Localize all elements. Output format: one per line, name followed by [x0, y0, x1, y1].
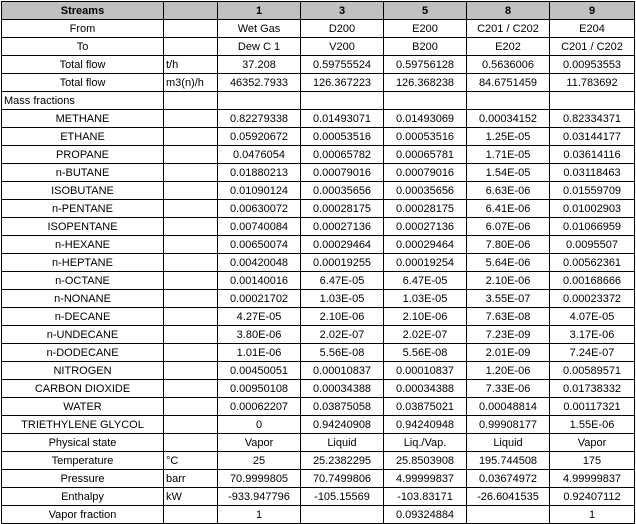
- value-cell: 1.55E-06: [550, 416, 635, 434]
- row-label: To: [2, 38, 164, 56]
- empty-cell: [467, 92, 550, 110]
- row-label: Enthalpy: [2, 488, 164, 506]
- value-cell: 2.01E-09: [467, 344, 550, 362]
- mass-fractions-row: [2, 92, 635, 110]
- value-cell: 0.00019254: [384, 254, 467, 272]
- value-cell: 0.00034388: [384, 380, 467, 398]
- header-title: Streams: [2, 2, 164, 20]
- row-label: n-BUTANE: [2, 164, 164, 182]
- value-cell: 2.10E-06: [467, 272, 550, 290]
- property-row: [2, 488, 635, 506]
- component-row: [2, 272, 635, 290]
- value-cell: 2.02E-07: [384, 326, 467, 344]
- empty-cell: [301, 92, 384, 110]
- value-cell: 0.00079016: [301, 164, 384, 182]
- component-row: [2, 110, 635, 128]
- value-cell: 0.59755524: [301, 56, 384, 74]
- empty-cell: [218, 92, 301, 110]
- row-unit: [164, 272, 218, 290]
- value-cell: 0.00450051: [218, 362, 301, 380]
- row-unit: [164, 434, 218, 452]
- row-label: n-HEPTANE: [2, 254, 164, 272]
- component-row: [2, 164, 635, 182]
- value-cell: 6.07E-06: [467, 218, 550, 236]
- component-row: [2, 218, 635, 236]
- value-cell: 0.92407112: [550, 488, 635, 506]
- property-row: [2, 470, 635, 488]
- value-cell: 0.01066959: [550, 218, 635, 236]
- value-cell: 0.00021702: [218, 290, 301, 308]
- row-label: ISOBUTANE: [2, 182, 164, 200]
- flow-row: [2, 74, 635, 92]
- value-cell: 0.00953553: [550, 56, 635, 74]
- value-cell: 0.01002903: [550, 200, 635, 218]
- value-cell: 0.00034152: [467, 110, 550, 128]
- value-cell: 70.9999805: [218, 470, 301, 488]
- row-label: Pressure: [2, 470, 164, 488]
- value-cell: 0.01738332: [550, 380, 635, 398]
- stream-table: [1, 1, 635, 524]
- component-row: [2, 182, 635, 200]
- value-cell: 5.64E-06: [467, 254, 550, 272]
- row-unit: [164, 146, 218, 164]
- value-cell: 0.03875058: [301, 398, 384, 416]
- row-unit: [164, 236, 218, 254]
- value-cell: 0.01559709: [550, 182, 635, 200]
- component-row: [2, 200, 635, 218]
- value-cell: 1.03E-05: [384, 290, 467, 308]
- row-unit: [164, 326, 218, 344]
- value-cell: [301, 506, 384, 524]
- value-cell: 1.71E-05: [467, 146, 550, 164]
- value-cell: 0.00589571: [550, 362, 635, 380]
- value-cell: 1.54E-05: [467, 164, 550, 182]
- row-unit: [164, 290, 218, 308]
- value-cell: C201 / C202: [550, 38, 635, 56]
- row-label: n-HEXANE: [2, 236, 164, 254]
- component-row: [2, 380, 635, 398]
- row-label: METHANE: [2, 110, 164, 128]
- component-row: [2, 128, 635, 146]
- value-cell: B200: [384, 38, 467, 56]
- component-row: [2, 236, 635, 254]
- value-cell: 195.744508: [467, 452, 550, 470]
- row-unit: [164, 380, 218, 398]
- value-cell: 0.01880213: [218, 164, 301, 182]
- value-cell: 1.20E-06: [467, 362, 550, 380]
- row-label: WATER: [2, 398, 164, 416]
- property-row: [2, 452, 635, 470]
- flow-row: [2, 56, 635, 74]
- header-row: [2, 2, 635, 20]
- row-label: TRIETHYLENE GLYCOL: [2, 416, 164, 434]
- value-cell: 0.00740084: [218, 218, 301, 236]
- value-cell: 126.367223: [301, 74, 384, 92]
- value-cell: 0.00062207: [218, 398, 301, 416]
- value-cell: 0.0095507: [550, 236, 635, 254]
- value-cell: D200: [301, 20, 384, 38]
- value-cell: 7.24E-07: [550, 344, 635, 362]
- value-cell: -933.947796: [218, 488, 301, 506]
- row-label: n-PENTANE: [2, 200, 164, 218]
- row-unit: [164, 398, 218, 416]
- value-cell: 0.00065782: [301, 146, 384, 164]
- value-cell: 7.33E-06: [467, 380, 550, 398]
- component-row: [2, 290, 635, 308]
- row-label: From: [2, 20, 164, 38]
- stream-number-5: 5: [384, 2, 467, 20]
- header-unit-blank: [164, 2, 218, 20]
- value-cell: 4.07E-05: [550, 308, 635, 326]
- value-cell: 0.01493071: [301, 110, 384, 128]
- empty-cell: [164, 92, 218, 110]
- value-cell: 4.27E-05: [218, 308, 301, 326]
- value-cell: E202: [467, 38, 550, 56]
- value-cell: 1.01E-06: [218, 344, 301, 362]
- row-label: n-UNDECANE: [2, 326, 164, 344]
- row-unit: [164, 254, 218, 272]
- value-cell: 7.23E-09: [467, 326, 550, 344]
- component-row: [2, 416, 635, 434]
- value-cell: V200: [301, 38, 384, 56]
- value-cell: -26.6041535: [467, 488, 550, 506]
- value-cell: 0.00010837: [301, 362, 384, 380]
- value-cell: 0.94240948: [384, 416, 467, 434]
- value-cell: 0.00950108: [218, 380, 301, 398]
- row-unit: [164, 20, 218, 38]
- value-cell: 0.00027136: [301, 218, 384, 236]
- value-cell: 4.99999837: [550, 470, 635, 488]
- row-unit: [164, 110, 218, 128]
- value-cell: 0.00053516: [384, 128, 467, 146]
- value-cell: 0.00035656: [301, 182, 384, 200]
- row-unit: [164, 164, 218, 182]
- value-cell: -103.83171: [384, 488, 467, 506]
- row-unit: t/h: [164, 56, 218, 74]
- value-cell: 0.00029464: [384, 236, 467, 254]
- value-cell: 0.05920672: [218, 128, 301, 146]
- value-cell: 84.6751459: [467, 74, 550, 92]
- component-row: [2, 398, 635, 416]
- value-cell: E204: [550, 20, 635, 38]
- value-cell: 0.00053516: [301, 128, 384, 146]
- row-unit: [164, 506, 218, 524]
- value-cell: 0.99908177: [467, 416, 550, 434]
- value-cell: Liquid: [467, 434, 550, 452]
- component-row: [2, 254, 635, 272]
- property-row: [2, 434, 635, 452]
- value-cell: 0.00140016: [218, 272, 301, 290]
- row-unit: [164, 38, 218, 56]
- row-unit: [164, 308, 218, 326]
- value-cell: 0: [218, 416, 301, 434]
- value-cell: 2.10E-06: [384, 308, 467, 326]
- value-cell: -105.15569: [301, 488, 384, 506]
- value-cell: 25.2382295: [301, 452, 384, 470]
- row-label: ISOPENTANE: [2, 218, 164, 236]
- row-unit: m3(n)/h: [164, 74, 218, 92]
- row-label: ETHANE: [2, 128, 164, 146]
- value-cell: Liquid: [301, 434, 384, 452]
- value-cell: 0.00019255: [301, 254, 384, 272]
- row-label: n-DODECANE: [2, 344, 164, 362]
- row-label: n-NONANE: [2, 290, 164, 308]
- value-cell: 3.55E-07: [467, 290, 550, 308]
- value-cell: 5.56E-08: [301, 344, 384, 362]
- value-cell: 0.00035656: [384, 182, 467, 200]
- value-cell: 0.03674972: [467, 470, 550, 488]
- value-cell: 126.368238: [384, 74, 467, 92]
- value-cell: 0.00028175: [301, 200, 384, 218]
- value-cell: 0.00117321: [550, 398, 635, 416]
- stream-table-body: [2, 2, 635, 524]
- value-cell: Dew C 1: [218, 38, 301, 56]
- value-cell: 0.01493069: [384, 110, 467, 128]
- value-cell: 175: [550, 452, 635, 470]
- value-cell: E200: [384, 20, 467, 38]
- row-label: n-DECANE: [2, 308, 164, 326]
- value-cell: Wet Gas: [218, 20, 301, 38]
- component-row: [2, 146, 635, 164]
- value-cell: 3.17E-06: [550, 326, 635, 344]
- value-cell: 0.00168666: [550, 272, 635, 290]
- stream-number-1: 1: [218, 2, 301, 20]
- value-cell: 70.7499806: [301, 470, 384, 488]
- value-cell: Liq./Vap.: [384, 434, 467, 452]
- component-row: [2, 344, 635, 362]
- empty-cell: [384, 92, 467, 110]
- value-cell: 0.01090124: [218, 182, 301, 200]
- row-label: n-OCTANE: [2, 272, 164, 290]
- value-cell: 7.80E-06: [467, 236, 550, 254]
- row-unit: [164, 218, 218, 236]
- value-cell: 25.8503908: [384, 452, 467, 470]
- row-label: Physical state: [2, 434, 164, 452]
- stream-number-9: 9: [550, 2, 635, 20]
- value-cell: 0.00562361: [550, 254, 635, 272]
- row-label: Vapor fraction: [2, 506, 164, 524]
- row-label: Temperature: [2, 452, 164, 470]
- property-row: [2, 506, 635, 524]
- row-label: CARBON DIOXIDE: [2, 380, 164, 398]
- row-unit: °C: [164, 452, 218, 470]
- value-cell: 0.03614116: [550, 146, 635, 164]
- value-cell: [467, 506, 550, 524]
- row-unit: kW: [164, 488, 218, 506]
- route-row: [2, 20, 635, 38]
- value-cell: 0.82279338: [218, 110, 301, 128]
- value-cell: 0.00010837: [384, 362, 467, 380]
- value-cell: 0.5636006: [467, 56, 550, 74]
- row-unit: [164, 200, 218, 218]
- value-cell: 0.00034388: [301, 380, 384, 398]
- value-cell: 2.02E-07: [301, 326, 384, 344]
- row-unit: [164, 182, 218, 200]
- value-cell: 1.25E-05: [467, 128, 550, 146]
- value-cell: 46352.7933: [218, 74, 301, 92]
- row-label: NITROGEN: [2, 362, 164, 380]
- value-cell: 0.00028175: [384, 200, 467, 218]
- value-cell: 0.03144177: [550, 128, 635, 146]
- value-cell: 37.208: [218, 56, 301, 74]
- value-cell: Vapor: [218, 434, 301, 452]
- value-cell: 6.47E-05: [301, 272, 384, 290]
- value-cell: 0.94240908: [301, 416, 384, 434]
- value-cell: 0.00650074: [218, 236, 301, 254]
- value-cell: 0.0476054: [218, 146, 301, 164]
- value-cell: 0.82334371: [550, 110, 635, 128]
- value-cell: 0.00065781: [384, 146, 467, 164]
- value-cell: 0.00630072: [218, 200, 301, 218]
- component-row: [2, 362, 635, 380]
- value-cell: 0.00029464: [301, 236, 384, 254]
- value-cell: 0.59756128: [384, 56, 467, 74]
- value-cell: 0.00048814: [467, 398, 550, 416]
- value-cell: 1: [218, 506, 301, 524]
- route-row: [2, 38, 635, 56]
- section-label: Mass fractions: [2, 92, 164, 110]
- value-cell: 7.63E-08: [467, 308, 550, 326]
- value-cell: 11.783692: [550, 74, 635, 92]
- value-cell: 6.63E-06: [467, 182, 550, 200]
- value-cell: 25: [218, 452, 301, 470]
- value-cell: 4.99999837: [384, 470, 467, 488]
- stream-number-3: 3: [301, 2, 384, 20]
- row-label: Total flow: [2, 74, 164, 92]
- value-cell: 3.80E-06: [218, 326, 301, 344]
- component-row: [2, 308, 635, 326]
- value-cell: 0.03875021: [384, 398, 467, 416]
- value-cell: 0.00079016: [384, 164, 467, 182]
- empty-cell: [550, 92, 635, 110]
- stream-number-8: 8: [467, 2, 550, 20]
- row-unit: [164, 344, 218, 362]
- value-cell: 1: [550, 506, 635, 524]
- value-cell: C201 / C202: [467, 20, 550, 38]
- value-cell: 0.00023372: [550, 290, 635, 308]
- row-unit: [164, 416, 218, 434]
- value-cell: Vapor: [550, 434, 635, 452]
- row-unit: barr: [164, 470, 218, 488]
- value-cell: 6.41E-06: [467, 200, 550, 218]
- value-cell: 6.47E-05: [384, 272, 467, 290]
- component-row: [2, 326, 635, 344]
- row-unit: [164, 128, 218, 146]
- value-cell: 0.00027136: [384, 218, 467, 236]
- row-label: PROPANE: [2, 146, 164, 164]
- value-cell: 0.09324884: [384, 506, 467, 524]
- row-label: Total flow: [2, 56, 164, 74]
- value-cell: 5.56E-08: [384, 344, 467, 362]
- value-cell: 2.10E-06: [301, 308, 384, 326]
- value-cell: 0.00420048: [218, 254, 301, 272]
- value-cell: 0.03118463: [550, 164, 635, 182]
- value-cell: 1.03E-05: [301, 290, 384, 308]
- row-unit: [164, 362, 218, 380]
